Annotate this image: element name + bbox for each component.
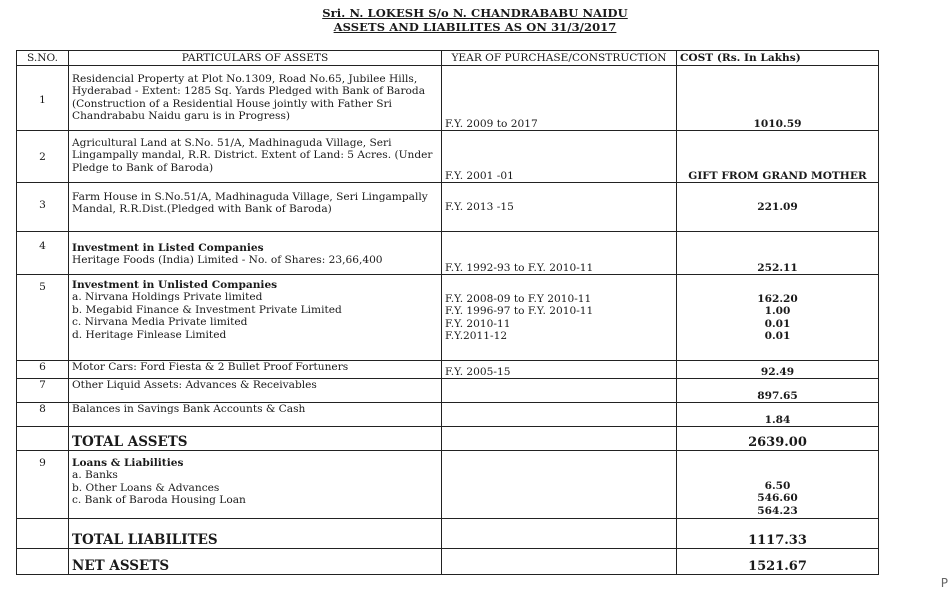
row-number: 5 xyxy=(17,275,69,361)
row-year xyxy=(442,403,677,427)
list-item: c. Bank of Baroda Housing Loan xyxy=(72,494,246,507)
table-row xyxy=(17,403,879,427)
row-number: 7 xyxy=(17,379,69,403)
row-year xyxy=(442,275,677,361)
row-cost: 92.49 xyxy=(677,361,879,379)
empty-cell xyxy=(442,549,677,575)
title-date-line: ASSETS AND LIABILITES AS ON 31/3/2017 xyxy=(333,20,617,34)
row-cost: GIFT FROM GRAND MOTHER xyxy=(677,131,879,183)
row-number: 1 xyxy=(17,66,69,131)
list-item-cost: 0.01 xyxy=(764,330,791,343)
row-year: F.Y. 2001 -01 xyxy=(442,131,677,183)
total-liabilities-label: TOTAL LIABILITES xyxy=(69,519,442,549)
row-number: 6 xyxy=(17,361,69,379)
row-number: 9 xyxy=(17,451,69,519)
table-row xyxy=(17,131,879,183)
col-header-particulars: PARTICULARS OF ASSETS xyxy=(69,51,442,66)
row-cost: 221.09 xyxy=(677,183,879,232)
row-cost: 897.65 xyxy=(677,379,879,403)
stray-mark: P xyxy=(940,576,948,590)
row-number: 4 xyxy=(17,232,69,275)
row-cost xyxy=(677,451,879,519)
total-liabilities-row xyxy=(17,519,879,549)
row-year: F.Y. 1992-93 to F.Y. 2010-11 xyxy=(442,232,677,275)
row-particulars: Agricultural Land at S.No. 51/A, Madhinaguda Village, Seri Lingampally mandal, R.R. District. Extent of Land: 5 Acres. (Under Pledge to Bank of Baroda) xyxy=(69,131,442,183)
row-particulars: Motor Cars: Ford Fiesta & 2 Bullet Proof Fortuners xyxy=(69,361,442,379)
row-particulars: Other Liquid Assets: Advances & Receivables xyxy=(69,379,442,403)
table-row xyxy=(17,183,879,232)
list-item-year: F.Y. 1996-97 to F.Y. 2010-11 xyxy=(445,305,594,318)
row-particulars: Balances in Savings Bank Accounts & Cash xyxy=(69,403,442,427)
table-row xyxy=(17,451,879,519)
table-row xyxy=(17,379,879,403)
list-item-year: F.Y.2011-12 xyxy=(445,330,508,343)
row-particulars: Farm House in S.No.51/A, Madhinaguda Village, Seri Lingampally Mandal, R.R.Dist.(Pledged with Bank of Baroda) xyxy=(69,183,442,232)
col-header-cost: COST (Rs. In Lakhs) xyxy=(677,51,879,66)
empty-cell xyxy=(442,451,677,519)
list-item: b. Other Loans & Advances xyxy=(72,481,220,494)
list-item-year: F.Y. 2008-09 to F.Y 2010-11 xyxy=(445,293,592,305)
total-assets-row xyxy=(17,427,879,451)
row-heading: Investment in Unlisted Companies xyxy=(72,279,278,291)
row-heading: Investment in Listed Companies xyxy=(72,242,264,254)
row-particulars xyxy=(69,451,442,519)
list-item-cost: 0.01 xyxy=(764,317,791,330)
list-item-year: F.Y. 2010-11 xyxy=(445,317,511,330)
document-title xyxy=(0,6,950,34)
total-assets-value: 2639.00 xyxy=(677,427,879,451)
list-item-cost: 564.23 xyxy=(757,504,798,517)
col-header-sno: S.NO. xyxy=(17,51,69,66)
list-item-cost: 162.20 xyxy=(757,293,798,305)
list-item-cost: 6.50 xyxy=(764,479,791,492)
table-row xyxy=(17,361,879,379)
row-particulars xyxy=(69,232,442,275)
row-cost: 1010.59 xyxy=(677,66,879,131)
list-item: b. Megabid Finance & Investment Private Limited xyxy=(72,303,342,316)
total-liabilities-value: 1117.33 xyxy=(677,519,879,549)
table-row xyxy=(17,66,879,131)
row-year: F.Y. 2013 -15 xyxy=(442,183,677,232)
list-item: a. Nirvana Holdings Private limited xyxy=(72,291,263,304)
row-particulars xyxy=(69,275,442,361)
row-detail: Heritage Foods (India) Limited - No. of Shares: 23,66,400 xyxy=(72,254,383,267)
row-year: F.Y. 2005-15 xyxy=(442,361,677,379)
row-number: 8 xyxy=(17,403,69,427)
net-assets-row xyxy=(17,549,879,575)
header-row xyxy=(17,51,879,66)
net-assets-label: NET ASSETS xyxy=(69,549,442,575)
row-cost: 252.11 xyxy=(677,232,879,275)
empty-cell xyxy=(17,549,69,575)
empty-cell xyxy=(442,427,677,451)
row-year: F.Y. 2009 to 2017 xyxy=(442,66,677,131)
row-cost xyxy=(677,275,879,361)
empty-cell xyxy=(442,519,677,549)
list-item: a. Banks xyxy=(72,469,118,482)
row-number: 3 xyxy=(17,183,69,232)
row-year xyxy=(442,379,677,403)
list-item: d. Heritage Finlease Limited xyxy=(72,328,227,341)
empty-cell xyxy=(17,519,69,549)
total-assets-label: TOTAL ASSETS xyxy=(69,427,442,451)
net-assets-value: 1521.67 xyxy=(677,549,879,575)
table-row xyxy=(17,275,879,361)
empty-cell xyxy=(17,427,69,451)
row-heading: Loans & Liabilities xyxy=(72,457,184,469)
row-particulars: Residencial Property at Plot No.1309, Road No.65, Jubilee Hills, Hyderabad - Extent: 1285 Sq. Yards Pledged with Bank of Baroda (Construction of a Residential House jointly with Father Sri Chandrababu Naidu garu is in Progress) xyxy=(69,66,442,131)
title-name-line: Sri. N. LOKESH S/o N. CHANDRABABU NAIDU xyxy=(322,6,628,20)
list-item-cost: 1.00 xyxy=(764,305,791,318)
table-row xyxy=(17,232,879,275)
col-header-year: YEAR OF PURCHASE/CONSTRUCTION xyxy=(442,51,677,66)
row-cost: 1.84 xyxy=(677,403,879,427)
list-item-cost: 546.60 xyxy=(757,492,798,505)
list-item: c. Nirvana Media Private limited xyxy=(72,316,248,329)
assets-table xyxy=(16,50,879,575)
row-number: 2 xyxy=(17,131,69,183)
